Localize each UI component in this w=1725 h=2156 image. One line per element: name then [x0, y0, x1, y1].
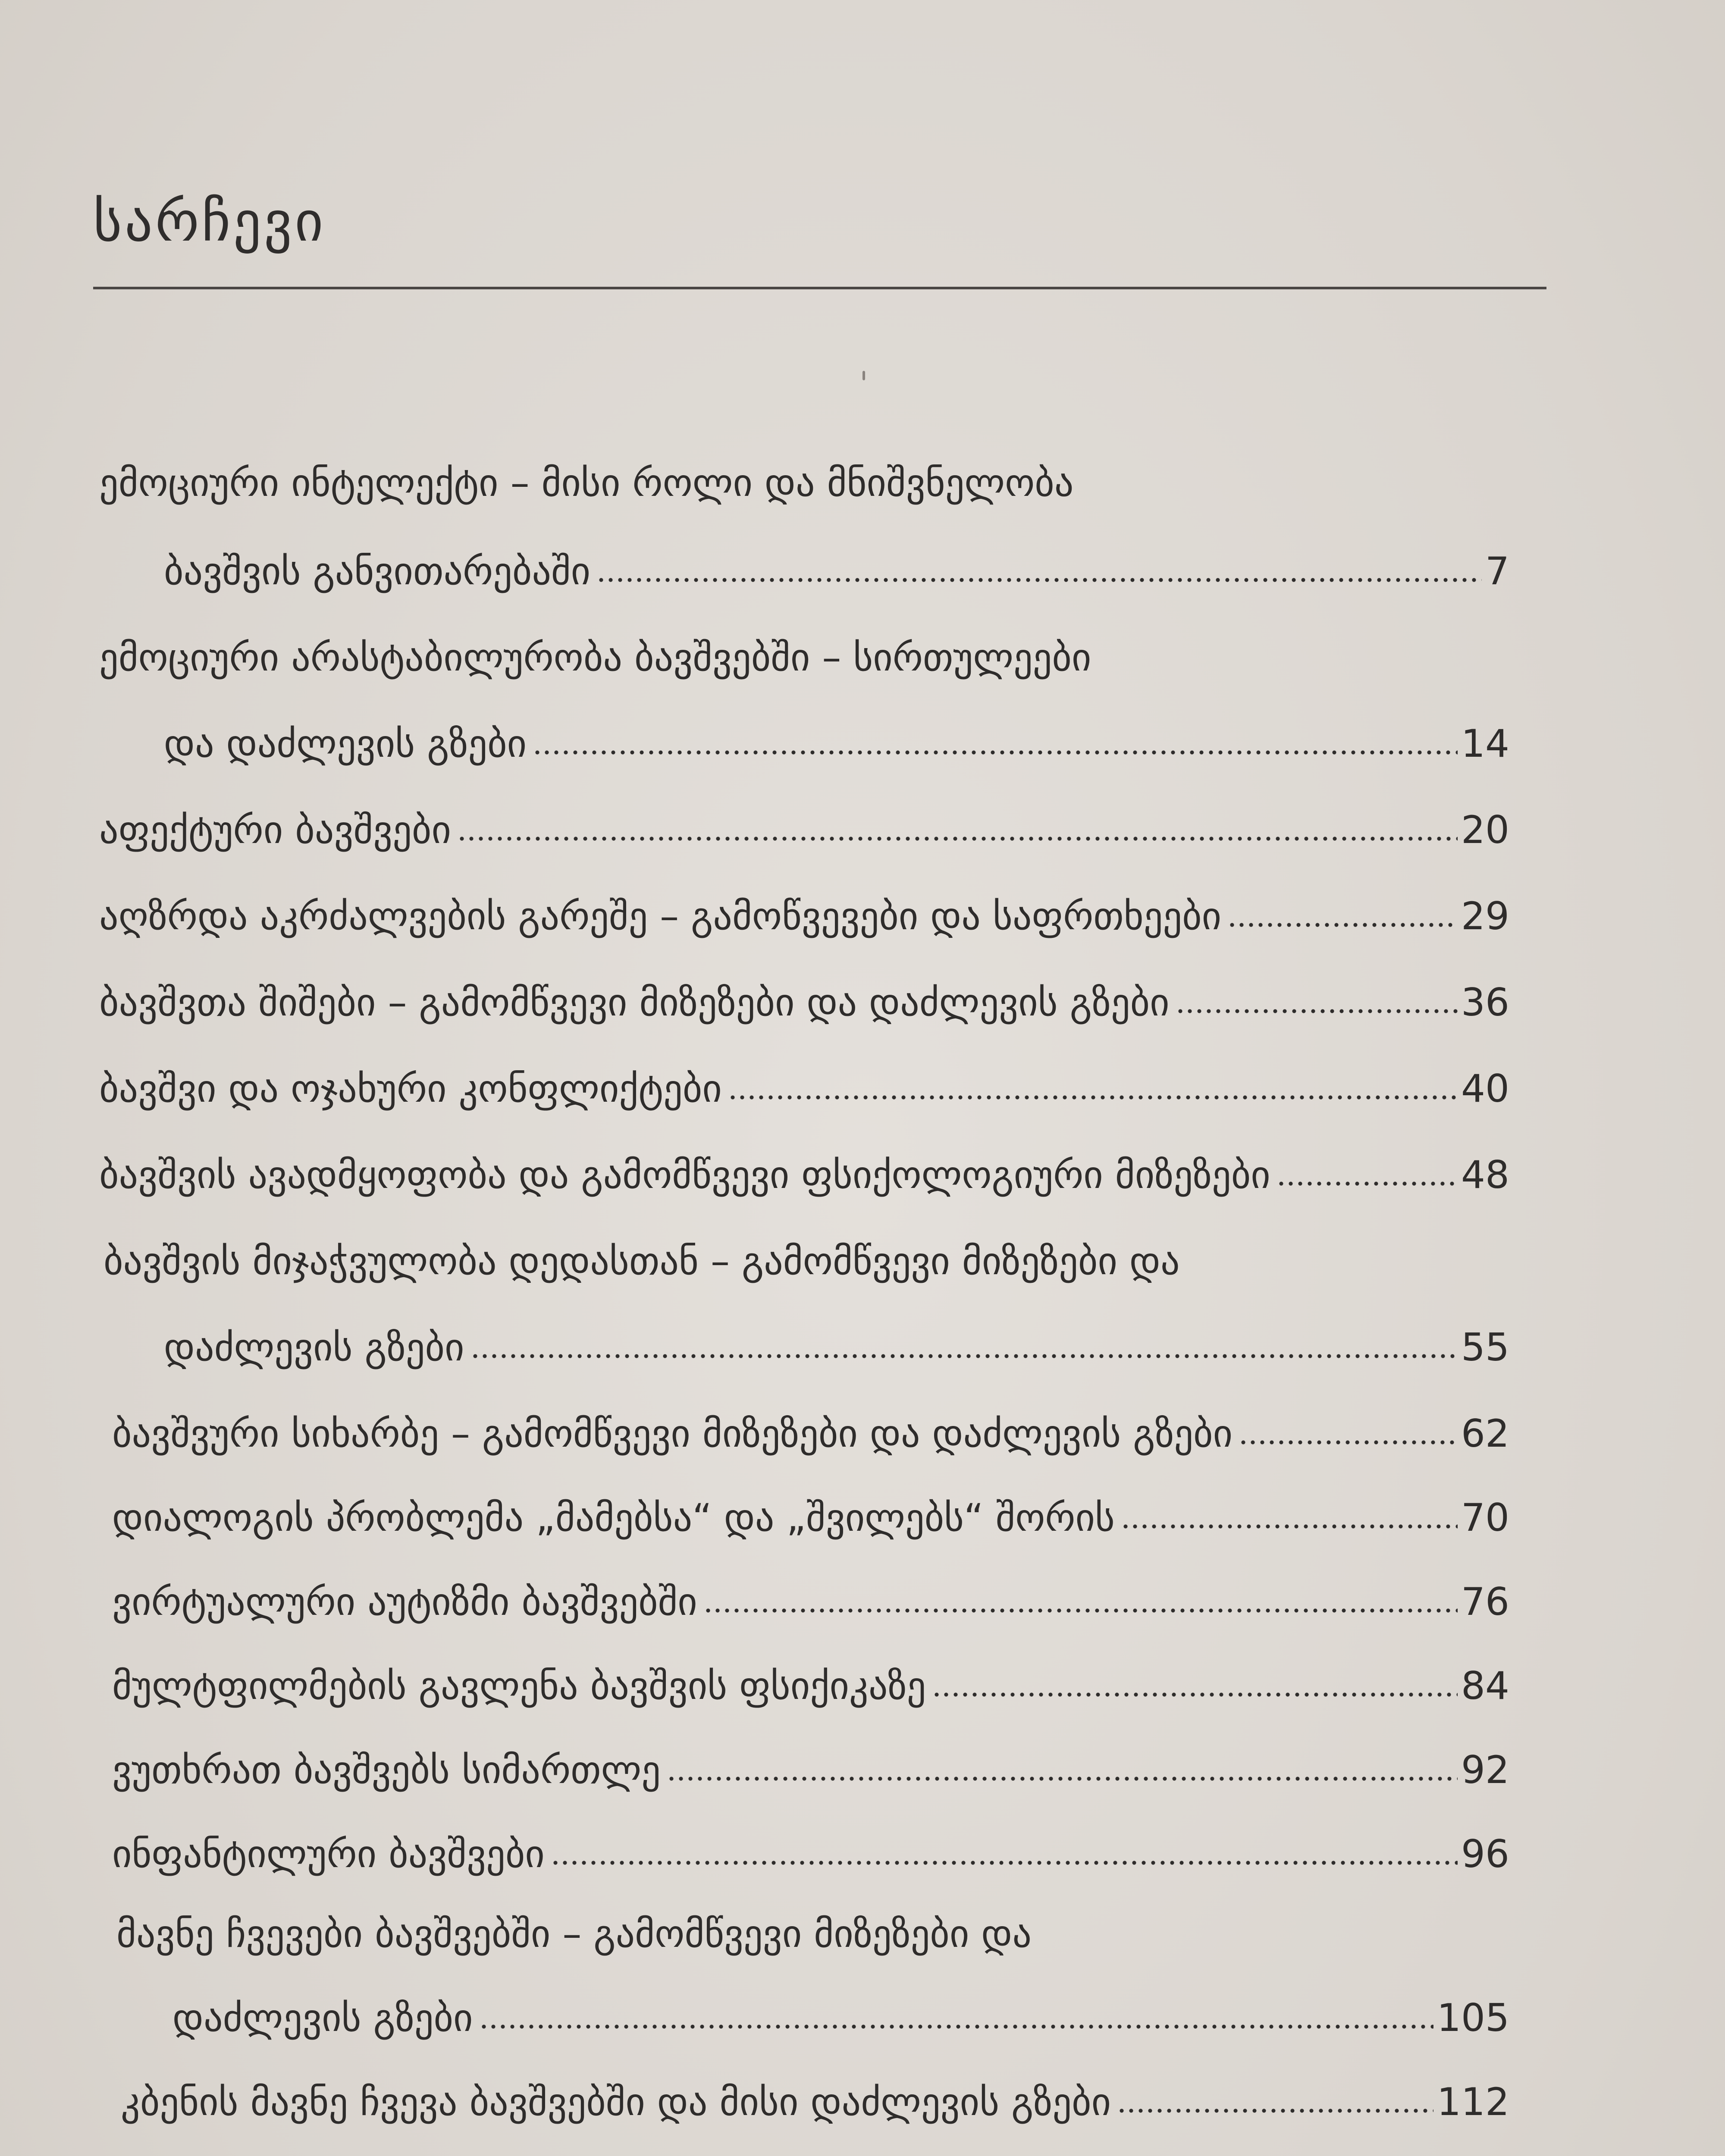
dot-leader	[1117, 2106, 1433, 2115]
dot-leader	[1239, 1438, 1458, 1447]
toc-page-number: 14	[1461, 721, 1509, 766]
dot-leader	[533, 748, 1458, 757]
toc-entry-title: დიალოგის პრობლემა „მამებსა“ და „შვილებს“ შორის	[112, 1495, 1115, 1540]
toc-page-number: 96	[1461, 1832, 1509, 1876]
toc-entry[interactable]	[121, 2076, 1509, 2128]
dot-leader	[728, 1093, 1458, 1102]
toc-entry-title: ბავშვური სიხარბე – გამომწვევი მიზეზები და დაძლევის გზები	[112, 1411, 1233, 1456]
toc-entry[interactable]	[112, 1492, 1509, 1544]
toc-page-number: 40	[1461, 1066, 1509, 1111]
toc-entry-title: ვირტუალური აუტიზმი ბავშვებში	[112, 1579, 697, 1624]
dot-leader	[457, 834, 1458, 843]
toc-entry[interactable]	[99, 1063, 1509, 1115]
dot-leader	[1176, 1007, 1458, 1015]
dot-leader	[470, 1352, 1458, 1360]
toc-entry-title: ინფანტილური ბავშვები	[112, 1832, 545, 1876]
toc-entry[interactable]	[172, 1992, 1509, 2044]
toc-entry-title: ბავშვთა შიშები – გამომწვევი მიზეზები და დაძლევის გზები	[99, 980, 1170, 1025]
toc-entry-title: და დაძლევის გზები	[164, 721, 527, 766]
toc-page-number: 84	[1461, 1664, 1509, 1708]
toc-entry-title: მულტფილმების გავლენა ბავშვის ფსიქიკაზე	[112, 1664, 926, 1708]
page-title: სარჩევი	[93, 190, 326, 254]
toc-page-number: 29	[1461, 894, 1509, 938]
toc-entry-title: ბავშვი და ოჯახური კონფლიქტები	[99, 1066, 722, 1111]
toc-page-number: 55	[1461, 1325, 1509, 1369]
toc-entry[interactable]	[112, 1828, 1509, 1880]
toc-page-number: 76	[1461, 1579, 1509, 1624]
toc-page-number: 92	[1461, 1748, 1509, 1792]
toc-entry-title: ბავშვის განვითარებაში	[164, 549, 591, 593]
toc-entry[interactable]	[112, 1744, 1509, 1796]
toc-entry-title: აღზრდა აკრძალვების გარეშე – გამოწვევები და საფრთხეები	[99, 894, 1222, 938]
toc-entry[interactable]	[99, 804, 1509, 856]
toc-entry-title: ვუთხრათ ბავშვებს სიმართლე	[112, 1748, 661, 1792]
toc-entry[interactable]	[164, 1322, 1509, 1373]
toc-entry[interactable]	[99, 890, 1509, 942]
dot-leader	[703, 1606, 1458, 1615]
toc-entry[interactable]	[99, 977, 1509, 1028]
toc-entry-title: დაძლევის გზები	[172, 1996, 473, 2040]
toc-page-number: 112	[1437, 2080, 1509, 2124]
toc-entry-title-line: ემოციური არასტაბილურობა ბავშვებში – სირთულეები	[99, 635, 1091, 680]
toc-entry[interactable]	[164, 718, 1509, 770]
dot-leader	[1227, 921, 1458, 929]
dot-leader	[479, 2022, 1433, 2031]
dot-leader	[932, 1690, 1458, 1699]
toc-page-number: 20	[1461, 808, 1509, 852]
dot-leader	[551, 1858, 1458, 1867]
toc-entry-title: აფექტური ბავშვები	[99, 808, 452, 852]
toc-entry[interactable]	[99, 1149, 1509, 1201]
dot-leader	[596, 576, 1482, 584]
toc-entry-title-line: მავნე ჩვევები ბავშვებში – გამომწვევი მიზეზები და	[116, 1912, 1032, 1956]
toc-entry-title: დაძლევის გზები	[164, 1325, 464, 1369]
toc-entry[interactable]	[112, 1408, 1509, 1460]
toc-page-number: 70	[1461, 1495, 1509, 1540]
toc-entry-title: კბენის მავნე ჩვევა ბავშვებში და მისი დაძლევის გზები	[121, 2080, 1111, 2124]
toc-page-number: 62	[1461, 1411, 1509, 1456]
dot-leader	[1121, 1522, 1458, 1531]
toc-entry[interactable]	[112, 1660, 1509, 1712]
toc-entry-title-line: ემოციური ინტელექტი – მისი როლი და მნიშვნელობა	[99, 461, 1074, 505]
toc-entry[interactable]	[112, 1576, 1509, 1628]
toc-page-number: 7	[1485, 549, 1509, 593]
toc-page-number: 36	[1461, 980, 1509, 1025]
dot-leader	[1276, 1179, 1458, 1188]
toc-page-number: 105	[1437, 1996, 1509, 2040]
dot-leader	[667, 1774, 1458, 1783]
toc-page-number: 48	[1461, 1153, 1509, 1197]
toc-entry[interactable]	[164, 545, 1509, 597]
toc-entry-title-line: ბავშვის მიჯაჭვულობა დედასთან – გამომწვევი მიზეზები და	[104, 1239, 1180, 1283]
toc-entry-title: ბავშვის ავადმყოფობა და გამომწვევი ფსიქოლოგიური მიზეზები	[99, 1153, 1270, 1197]
